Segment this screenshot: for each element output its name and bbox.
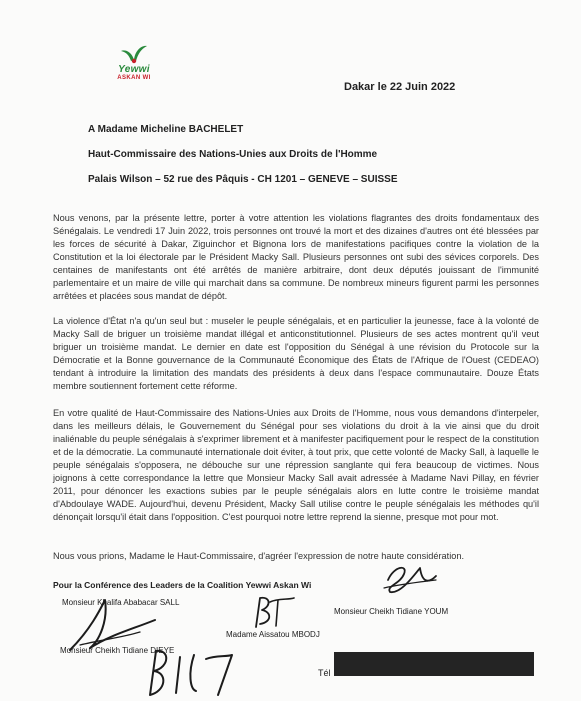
signature-youm [380, 558, 440, 598]
signatory-name: Monsieur Khalifa Ababacar SALL [62, 598, 180, 607]
dove-icon [120, 40, 148, 64]
yewwi-logo [104, 40, 164, 84]
signatory-name: Madame Aissatou MBODJ [226, 630, 320, 639]
signature-block-title: Pour la Conférence des Leaders de la Coalition Yewwi Askan Wi [53, 580, 312, 590]
body-paragraph-3: En votre qualité de Haut-Commissaire des Nations-Unies aux Droits de l'Homme, nous vous demandons d'interpeler, dans les meilleurs délais, le Gouvernement du Sénégal pour ses violations du droit à la vie ainsi que du droit inaliénable du peuple sénégalais à s'exprimer librement et à manifester pacifiquement pour le respect de la constitution et de la démocratie. La communauté internationale doit éviter, à tout prix, que cette volonté de Macky Sall, à laquelle le peuple sénégalais s'opposera, ne débouche sur une répression sanglante qui fera beaucoup de victimes. Nous joignons à cette correspondance la lettre que Monsieur Macky Sall avait adressée à Madame Navi Pillay, en février 2011, pour dénoncer les exactions subies par le peuple sénégalais alors en lutte contre le troisième mandat d'Abdoulaye WADE. Aujourd'hui, devenu Président, Macky Sall utilise contre le peuple sénégalais les méthodes qu'il dénonçait lorsqu'il était dans l'opposition. C'est pourquoi notre lettre reprend la sienne, presque mot pour mot. [53, 408, 539, 522]
redacted-phone-number [334, 652, 534, 676]
signatory-name: Monsieur Cheikh Tidiane YOUM [334, 607, 449, 616]
recipient-title: Haut-Commissaire des Nations-Unies aux Droits de l'Homme [88, 149, 378, 160]
signatory-name: Monsieur Cheikh Tidiane DIEYE [60, 646, 175, 655]
signature-dieye [140, 645, 240, 701]
body-paragraph-2: La violence d'État n'a qu'un seul but : museler le peuple sénégalais, et en particulier la jeunesse, face à la volonté de Macky Sall de briguer un troisième mandat illégal et anticonstitutionnel. Plusieurs de ses actes montrent qu'il veut briguer un troisième mandat. Le dernier en date est l'opposition du Sénégal à une révision du Protocole sur la Démocratie et la Bonne gouvernance de la Communauté Économique des États de l'Afrique de l'Ouest (CEDEAO) tendant à introduire la limitation des mandats des présidents à deux dans l'espace communautaire. Douze États membre soutiennent fortement cette réforme. [53, 316, 539, 391]
logo-name: Yewwi [118, 64, 150, 75]
tel-label: Tél [318, 668, 331, 678]
signature-mbodj [248, 592, 298, 632]
recipient-address: Palais Wilson – 52 rue des Pâquis - CH 1201 – GENEVE – SUISSE [88, 174, 398, 185]
closing-paragraph: Nous vous prions, Madame le Haut-Commissaire, d'agréer l'expression de notre haute considération. [53, 551, 465, 561]
recipient-name: A Madame Micheline BACHELET [88, 124, 244, 135]
logo-subtitle: ASKAN WI [117, 75, 151, 81]
letter-date: Dakar le 22 Juin 2022 [344, 81, 456, 93]
body-paragraph-1: Nous venons, par la présente lettre, porter à votre attention les violations flagrantes des droits fondamentaux des Sénégalais. Le vendredi 17 Juin 2022, trois personnes ont trouvé la mort et des dizaines d'autres ont été blessées par les forces de sécurité à Dakar, Ziguinchor et Bignona lors de manifestations pacifiques contre la violation de la Constitution et la loi électorale par le Président Macky Sall. Plusieurs personnes ont subi des sévices corporels. Des centaines de manifestants ont été arrêtés de manière arbitraire, dont deux députés jouissant de l'immunité parlementaire et un maire de ville qui marchait dans sa commune. De nombreux mineurs figurent parmi les personnes arrêtées et placées sous mandat de dépôt. [53, 213, 539, 301]
